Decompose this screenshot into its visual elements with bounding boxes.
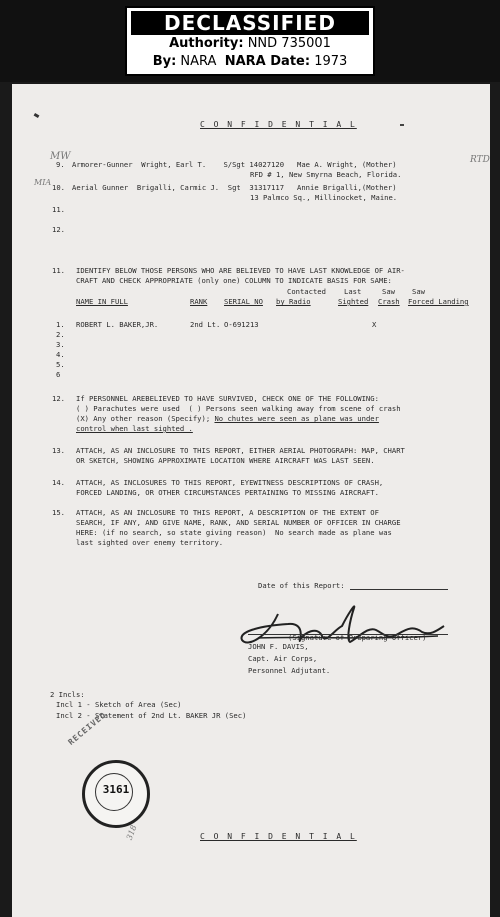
item-9-number: 9. (56, 160, 65, 169)
section-15-line1: ATTACH, AS AN INCLOSURE TO THIS REPORT, A DESCRIPTION OF THE EXTENT OF (76, 508, 379, 517)
inclosure-1: Incl 1 - Sketch of Area (Sec) (56, 700, 182, 709)
section-12-number: 12. (52, 394, 65, 403)
item-10-note: MIA (34, 178, 52, 187)
classification-top: C O N F I D E N T I A L (200, 120, 357, 129)
authority-line: Authority: NND 735001 (169, 36, 331, 51)
item-10-number: 10. (52, 183, 65, 192)
authority-value: NND 735001 (247, 36, 331, 51)
declassification-banner (0, 0, 500, 82)
row-number: 6 (56, 370, 61, 379)
section-11-line2: CRAFT AND CHECK APPROPRIATE (only one) COLUMN TO INDICATE BASIS FOR SAME: (76, 276, 392, 285)
row-serial: O-691213 (224, 320, 259, 329)
nara-date: 1973 (314, 54, 348, 69)
row-number: 2. (56, 330, 65, 339)
item-10-line2: 13 Palmco Sq., Millinocket, Maine. (250, 193, 398, 202)
item-9-line2: RFD # 1, New Smyrna Beach, Florida. (250, 170, 402, 179)
section-15-line4: last sighted over enemy territory. (76, 538, 224, 547)
section-11-number: 11. (52, 266, 65, 275)
section-13-number: 13. (52, 446, 65, 455)
col-serial: SERIAL NO (224, 297, 263, 306)
section-15-number: 15. (52, 508, 65, 517)
row-number: 3. (56, 340, 65, 349)
row-mark: X (372, 320, 377, 329)
date-label: Date of this Report: (258, 581, 345, 590)
section-14-line2: FORCED LANDING, OR OTHER CIRCUMSTANCES PERTAINING TO MISSING AIRCRAFT. (76, 488, 379, 497)
item-11-number: 11. (52, 205, 65, 214)
declassified-stamp (125, 6, 375, 76)
officer-title: Personnel Adjutant. (248, 666, 331, 675)
section-12-line1: If PERSONNEL AREBELIEVED TO HAVE SURVIVED, CHECK ONE OF THE FOLLOWING: (76, 394, 379, 403)
item-10-line1: Aerial Gunner Brigalli, Carmic J. Sgt 31317117 Annie Brigalli,(Mother) (72, 183, 397, 192)
section-12-line4: control when last sighted . (76, 424, 193, 433)
row-number: 1. (56, 320, 65, 329)
col-saw-2: Saw (412, 287, 425, 296)
col-contacted: Contacted (287, 287, 326, 296)
row-name: ROBERT L. BAKER,JR. (76, 320, 159, 329)
col-by-radio: by Radio (276, 297, 311, 306)
col-rank: RANK (190, 297, 208, 306)
col-sighted: Sighted (338, 297, 369, 306)
item-12-number: 12. (52, 225, 65, 234)
col-last: Last (344, 287, 362, 296)
classification-bottom: C O N F I D E N T I A L (200, 832, 357, 841)
section-14-line1: ATTACH, AS INCLOSURES TO THIS REPORT, EYEWITNESS DESCRIPTIONS OF CRASH, (76, 478, 384, 487)
section-15-line3: HERE: (if no search, so state giving reason) No search made as plane was (76, 528, 392, 537)
section-13-line2: OR SKETCH, SHOWING APPROXIMATE LOCATION WHERE AIRCRAFT WAS LAST SEEN. (76, 456, 375, 465)
row-rank: 2nd Lt. (190, 320, 221, 329)
document-page (12, 84, 490, 917)
section-12-line3: (X) Any other reason (Specify); No chutes were seen as plane was under (76, 414, 379, 423)
signature-caption: (Signature of Preparing Officer) (288, 633, 427, 642)
officer-rank: Capt. Air Corps, (248, 654, 318, 663)
col-forced-landing: Forced Landing (408, 297, 469, 306)
stamp-number: 3161 (102, 783, 130, 796)
col-saw-1: Saw (382, 287, 395, 296)
section-12-reason: No chutes were seen as plane was under (214, 414, 379, 423)
section-11-line1: IDENTIFY BELOW THOSE PERSONS WHO ARE BELIEVED TO HAVE LAST KNOWLEDGE OF AIR- (76, 266, 405, 275)
section-13-line1: ATTACH, AS AN INCLOSURE TO THIS REPORT, EITHER AERIAL PHOTOGRAPH: MAP, CHART (76, 446, 405, 455)
section-15-line2: SEARCH, IF ANY, AND GIVE NAME, RANK, AND SERIAL NUMBER OF OFFICER IN CHARGE (76, 518, 401, 527)
inclosures-header: 2 Incls: (50, 690, 85, 699)
date-line (350, 589, 448, 590)
section-12-line2: ( ) Parachutes were used ( ) Persons seen walking away from scene of crash (76, 404, 401, 413)
col-crash: Crash (378, 297, 400, 306)
col-name: NAME IN FULL (76, 297, 128, 306)
item-9-note: RTD (470, 155, 490, 165)
row-number: 5. (56, 360, 65, 369)
circular-stamp (82, 760, 150, 828)
by-line: By: NARA NARA Date: 1973 (152, 54, 348, 69)
item-9-line1: Armorer-Gunner Wright, Earl T. S/Sgt 14027120 Mae A. Wright, (Mother) (72, 160, 397, 169)
handwritten-mark: MW (50, 151, 71, 162)
ink-speck (400, 124, 404, 126)
received-stamp: RECEIVED (66, 710, 108, 747)
handwritten-number: 318 (124, 823, 139, 842)
ink-speck (34, 113, 40, 118)
declassified-title: DECLASSIFIED (131, 11, 369, 35)
section-14-number: 14. (52, 478, 65, 487)
row-number: 4. (56, 350, 65, 359)
officer-name: JOHN F. DAVIS, (248, 642, 309, 651)
inclosure-2: Incl 2 - Statement of 2nd Lt. BAKER JR (Sec) (56, 711, 247, 720)
